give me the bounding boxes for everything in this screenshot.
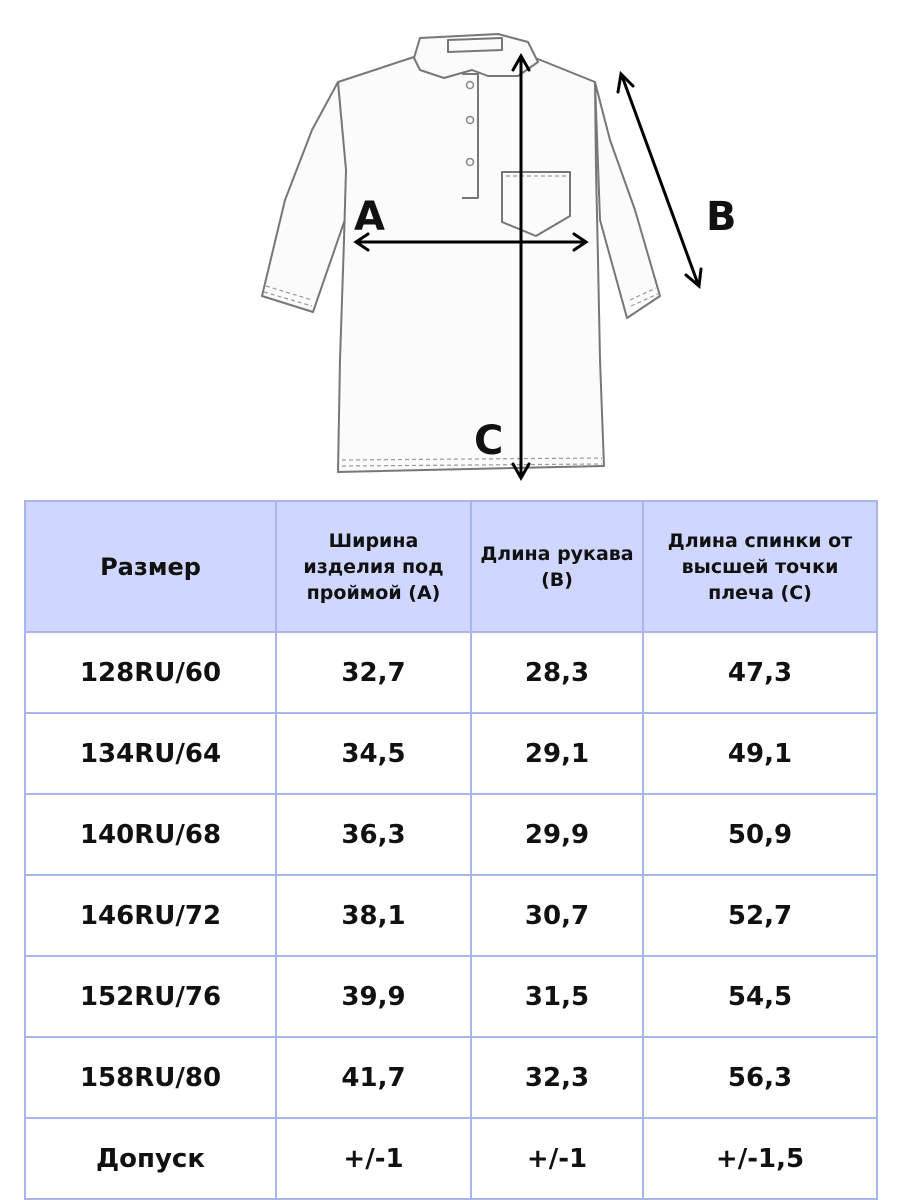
cell-back-length-c: 49,1 — [643, 713, 877, 794]
cell-tolerance-a: +/-1 — [276, 1118, 471, 1199]
cell-back-length-c: 47,3 — [643, 632, 877, 713]
cell-size: 128RU/60 — [25, 632, 276, 713]
marker-b: B — [706, 194, 737, 240]
header-row — [25, 501, 877, 632]
header-back-length-c: Длина спинки от высшей точки плеча (С) — [643, 501, 877, 632]
cell-width-a: 39,9 — [276, 956, 471, 1037]
tolerance-row — [25, 1118, 877, 1199]
header-size: Размер — [25, 501, 276, 632]
table-row — [25, 794, 877, 875]
marker-c: C — [474, 418, 504, 464]
cell-sleeve-b: 29,9 — [471, 794, 643, 875]
table-row — [25, 875, 877, 956]
cell-size: 134RU/64 — [25, 713, 276, 794]
header-sleeve-b: Длина рукава (В) — [471, 501, 643, 632]
cell-tolerance-label: Допуск — [25, 1118, 276, 1199]
cell-back-length-c: 56,3 — [643, 1037, 877, 1118]
cell-width-a: 34,5 — [276, 713, 471, 794]
table-row — [25, 1037, 877, 1118]
cell-back-length-c: 52,7 — [643, 875, 877, 956]
cell-tolerance-b: +/-1 — [471, 1118, 643, 1199]
cell-back-length-c: 50,9 — [643, 794, 877, 875]
marker-a: A — [354, 194, 385, 240]
cell-width-a: 32,7 — [276, 632, 471, 713]
cell-width-a: 36,3 — [276, 794, 471, 875]
cell-sleeve-b: 32,3 — [471, 1037, 643, 1118]
cell-width-a: 38,1 — [276, 875, 471, 956]
table-row — [25, 713, 877, 794]
cell-sleeve-b: 28,3 — [471, 632, 643, 713]
size-chart-table — [24, 500, 878, 1200]
cell-back-length-c: 54,5 — [643, 956, 877, 1037]
cell-size: 146RU/72 — [25, 875, 276, 956]
cell-size: 152RU/76 — [25, 956, 276, 1037]
table-row — [25, 632, 877, 713]
cell-size: 140RU/68 — [25, 794, 276, 875]
shirt-outline — [262, 34, 660, 472]
cell-tolerance-c: +/-1,5 — [643, 1118, 877, 1199]
cell-sleeve-b: 31,5 — [471, 956, 643, 1037]
header-width-a: Ширина изделия под проймой (А) — [276, 501, 471, 632]
garment-illustration — [0, 0, 900, 490]
table-row — [25, 956, 877, 1037]
cell-width-a: 41,7 — [276, 1037, 471, 1118]
cell-sleeve-b: 30,7 — [471, 875, 643, 956]
cell-size: 158RU/80 — [25, 1037, 276, 1118]
cell-sleeve-b: 29,1 — [471, 713, 643, 794]
